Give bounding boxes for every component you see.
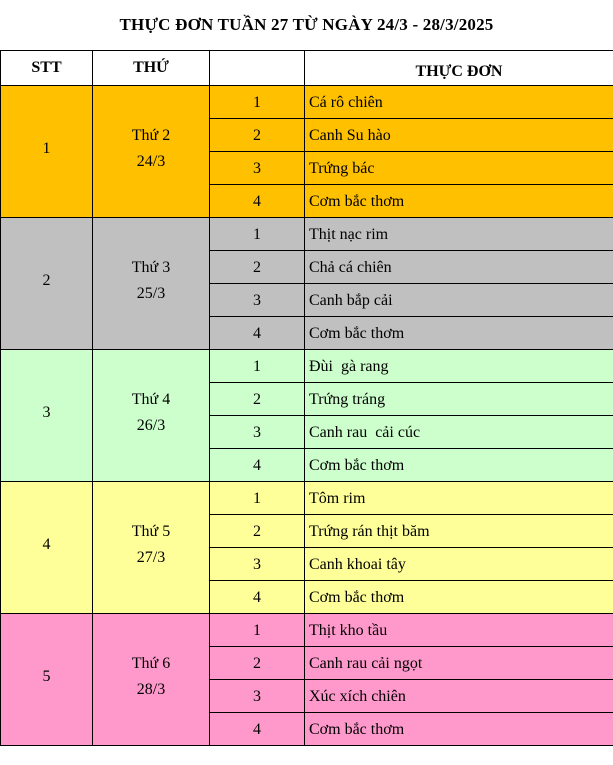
table-row [1,482,613,515]
dish-name: Chả cá chiên [305,251,613,284]
dish-number: 2 [210,251,305,284]
dish-number: 2 [210,383,305,416]
dish-number: 1 [210,218,305,251]
table-row [1,218,613,251]
dish-name: Đùi gà rang [305,350,613,383]
dish-name: Tôm rim [305,482,613,515]
dish-name: Cơm bắc thơm [305,185,613,218]
table-row [1,614,613,647]
day-name: Thứ 6 [131,654,171,672]
weekly-menu-table [0,50,613,746]
header-number [210,51,305,86]
dish-name: Thịt nạc rim [305,218,613,251]
dish-number: 1 [210,482,305,515]
day-name: Thứ 4 [131,390,171,408]
day-name: Thứ 5 [131,522,171,540]
dish-name: Cá rô chiên [305,86,613,119]
dish-number: 1 [210,614,305,647]
dish-number: 4 [210,713,305,746]
dish-name: Canh khoai tây [305,548,613,581]
dish-name: Cơm bắc thơm [305,317,613,350]
day-stt-cell: 3 [1,350,93,482]
dish-name: Trứng bác [305,152,613,185]
table-row [1,350,613,383]
dish-name: Canh rau cải cúc [305,416,613,449]
dish-name: Cơm bắc thơm [305,449,613,482]
header-thu: THỨ [93,51,210,86]
dish-number: 2 [210,515,305,548]
day-date: 25/3 [136,284,166,302]
day-stt-cell: 4 [1,482,93,614]
dish-name: Cơm bắc thơm [305,581,613,614]
dish-number: 3 [210,548,305,581]
dish-name: Cơm bắc thơm [305,713,613,746]
dish-number: 3 [210,152,305,185]
dish-name: Canh bắp cải [305,284,613,317]
day-cell [93,614,210,746]
table-row [1,86,613,119]
day-name: Thứ 2 [131,126,171,144]
day-cell [93,482,210,614]
day-stt-cell: 5 [1,614,93,746]
dish-number: 4 [210,449,305,482]
dish-name: Canh Su hào [305,119,613,152]
header-menu: THỰC ĐƠN [305,51,613,86]
dish-name: Thịt kho tầu [305,614,613,647]
header-row [1,51,613,86]
day-cell [93,350,210,482]
dish-number: 2 [210,119,305,152]
dish-name: Canh rau cải ngọt [305,647,613,680]
dish-number: 3 [210,416,305,449]
menu-body [1,86,613,746]
dish-number: 4 [210,185,305,218]
dish-number: 3 [210,284,305,317]
dish-number: 4 [210,317,305,350]
day-name: Thứ 3 [131,258,171,276]
page-title: THỰC ĐƠN TUẦN 27 TỪ NGÀY 24/3 - 28/3/2025 [119,15,494,34]
day-date: 24/3 [136,152,166,170]
dish-number: 2 [210,647,305,680]
day-date: 27/3 [136,548,166,566]
dish-number: 1 [210,350,305,383]
day-cell [93,218,210,350]
dish-name: Xúc xích chiên [305,680,613,713]
day-date: 28/3 [136,680,166,698]
dish-name: Trứng rán thịt băm [305,515,613,548]
dish-name: Trứng tráng [305,383,613,416]
day-stt-cell: 2 [1,218,93,350]
day-stt-cell: 1 [1,86,93,218]
day-date: 26/3 [136,416,166,434]
dish-number: 4 [210,581,305,614]
day-cell [93,86,210,218]
header-stt: STT [1,51,93,86]
dish-number: 1 [210,86,305,119]
dish-number: 3 [210,680,305,713]
